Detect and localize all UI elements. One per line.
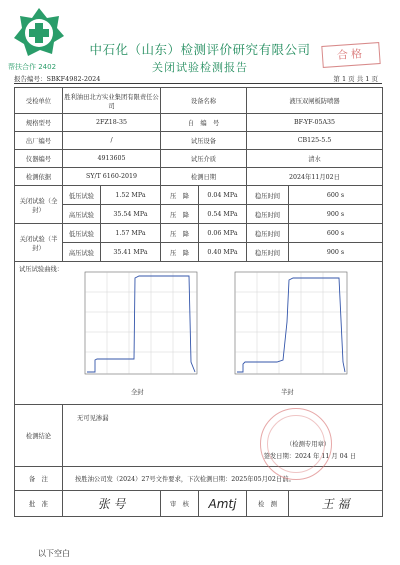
table-row — [15, 467, 383, 491]
plot-full-seal — [85, 272, 197, 374]
table-row — [15, 150, 383, 168]
hold-label: 稳压时间 — [247, 186, 289, 205]
qualified-stamp: 合格 — [321, 42, 380, 68]
label-inspect: 检 测 — [247, 491, 289, 517]
conclusion-cell — [63, 405, 383, 467]
label-remark: 备 注 — [15, 467, 63, 491]
inspector-signature: 王 福 — [289, 491, 383, 517]
hold-label: 稳压时间 — [247, 224, 289, 243]
test-pressure: 35.41 MPa — [101, 243, 161, 262]
hold-label: 稳压时间 — [247, 205, 289, 224]
hold-label: 稳压时间 — [247, 243, 289, 262]
table-row — [15, 114, 383, 132]
label-review: 审 核 — [161, 491, 199, 517]
drop-value: 0.04 MPa — [199, 186, 247, 205]
test-type: 高压试验 — [63, 243, 101, 262]
drop-label: 压 降 — [161, 205, 199, 224]
hold-value: 600 s — [289, 224, 383, 243]
label-medium: 试压介质 — [161, 150, 247, 168]
hold-value: 600 s — [289, 186, 383, 205]
label-equipment: 设备名称 — [161, 88, 247, 114]
label-conclusion: 检测结论 — [15, 405, 63, 467]
table-row — [15, 168, 383, 186]
value-medium: 清水 — [247, 150, 383, 168]
test-pressure: 1.52 MPa — [101, 186, 161, 205]
value-test-device: CB125-5.5 — [247, 132, 383, 150]
pressure-curves — [15, 262, 381, 403]
report-header — [0, 0, 400, 85]
drop-label: 压 降 — [161, 243, 199, 262]
report-title: 关闭试验检测报告 — [152, 61, 248, 74]
value-client: 胜利油田北方实业集团有限责任公司 — [63, 88, 161, 114]
value-equipment: 液压双闸板防喷器 — [247, 88, 383, 114]
value-instrument: 4913605 — [63, 150, 161, 168]
company-title: 中石化（山东）检测评价研究有限公司 — [89, 42, 311, 57]
blank-below-note: 以下空白 — [38, 549, 70, 558]
label-serial: 出厂编号 — [15, 132, 63, 150]
chart-section-title: 试压试验曲线： — [19, 266, 64, 273]
page-number: 第 1 页 共 1 页 — [333, 75, 378, 83]
drop-value: 0.40 MPa — [199, 243, 247, 262]
group-half-seal: 关闭试验（半封） — [15, 224, 63, 262]
label-client: 受检单位 — [15, 88, 63, 114]
conclusion-text: 无可见渗漏 — [77, 415, 109, 422]
reviewer-signature: Amtj — [199, 491, 247, 517]
company-logo — [12, 6, 66, 60]
group-full-seal: 关闭试验（全封） — [15, 186, 63, 224]
label-model: 规格型号 — [15, 114, 63, 132]
report-number-value: SBKF4982-2024 — [46, 75, 101, 83]
report-number-label: 报告编号： — [14, 75, 47, 83]
table-row — [15, 491, 383, 517]
table-row — [15, 224, 383, 243]
test-type: 低压试验 — [63, 224, 101, 243]
table-row — [15, 132, 383, 150]
drop-label: 压 降 — [161, 224, 199, 243]
label-test-device: 试压设备 — [161, 132, 247, 150]
test-pressure: 1.57 MPa — [101, 224, 161, 243]
seal-label: （检测专用章） — [286, 441, 331, 448]
label-approve: 批 准 — [15, 491, 63, 517]
header-divider — [14, 83, 382, 84]
value-serial: / — [63, 132, 161, 150]
value-standard: SY/T 6160-2019 — [63, 168, 161, 186]
report-number — [14, 74, 100, 83]
approver-signature: 张 号 — [63, 491, 161, 517]
hold-value: 900 s — [289, 205, 383, 224]
value-test-date: 2024年11月02日 — [247, 168, 383, 186]
test-type: 高压试验 — [63, 205, 101, 224]
plot-label-half: 半封 — [281, 389, 294, 396]
test-type: 低压试验 — [63, 186, 101, 205]
label-self-no: 自 编 号 — [161, 114, 247, 132]
logo-caption: 帮扶合作 2402 — [8, 63, 57, 71]
table-row — [15, 186, 383, 205]
hold-value: 900 s — [289, 243, 383, 262]
company-logo-icon — [12, 6, 66, 60]
value-self-no: BF-YF-05A35 — [247, 114, 383, 132]
table-row — [15, 205, 383, 224]
label-test-date: 检测日期 — [161, 168, 247, 186]
plot-label-full: 全封 — [131, 389, 144, 396]
test-pressure: 35.54 MPa — [101, 205, 161, 224]
drop-value: 0.54 MPa — [199, 205, 247, 224]
drop-value: 0.06 MPa — [199, 224, 247, 243]
label-standard: 检测依据 — [15, 168, 63, 186]
chart-cell — [15, 262, 383, 405]
value-model: 2FZ18-35 — [63, 114, 161, 132]
issue-date: 签发日期：2024 年 11 月 04 日 — [263, 453, 356, 460]
table-row — [15, 262, 383, 405]
label-instrument: 仪器编号 — [15, 150, 63, 168]
remark-text: 按胜油公司发（2024）27号文件要求，下次检测日期：2025年05月02日前。 — [63, 467, 383, 491]
table-row — [15, 88, 383, 114]
table-row — [15, 243, 383, 262]
plot-half-seal — [235, 272, 347, 374]
drop-label: 压 降 — [161, 186, 199, 205]
